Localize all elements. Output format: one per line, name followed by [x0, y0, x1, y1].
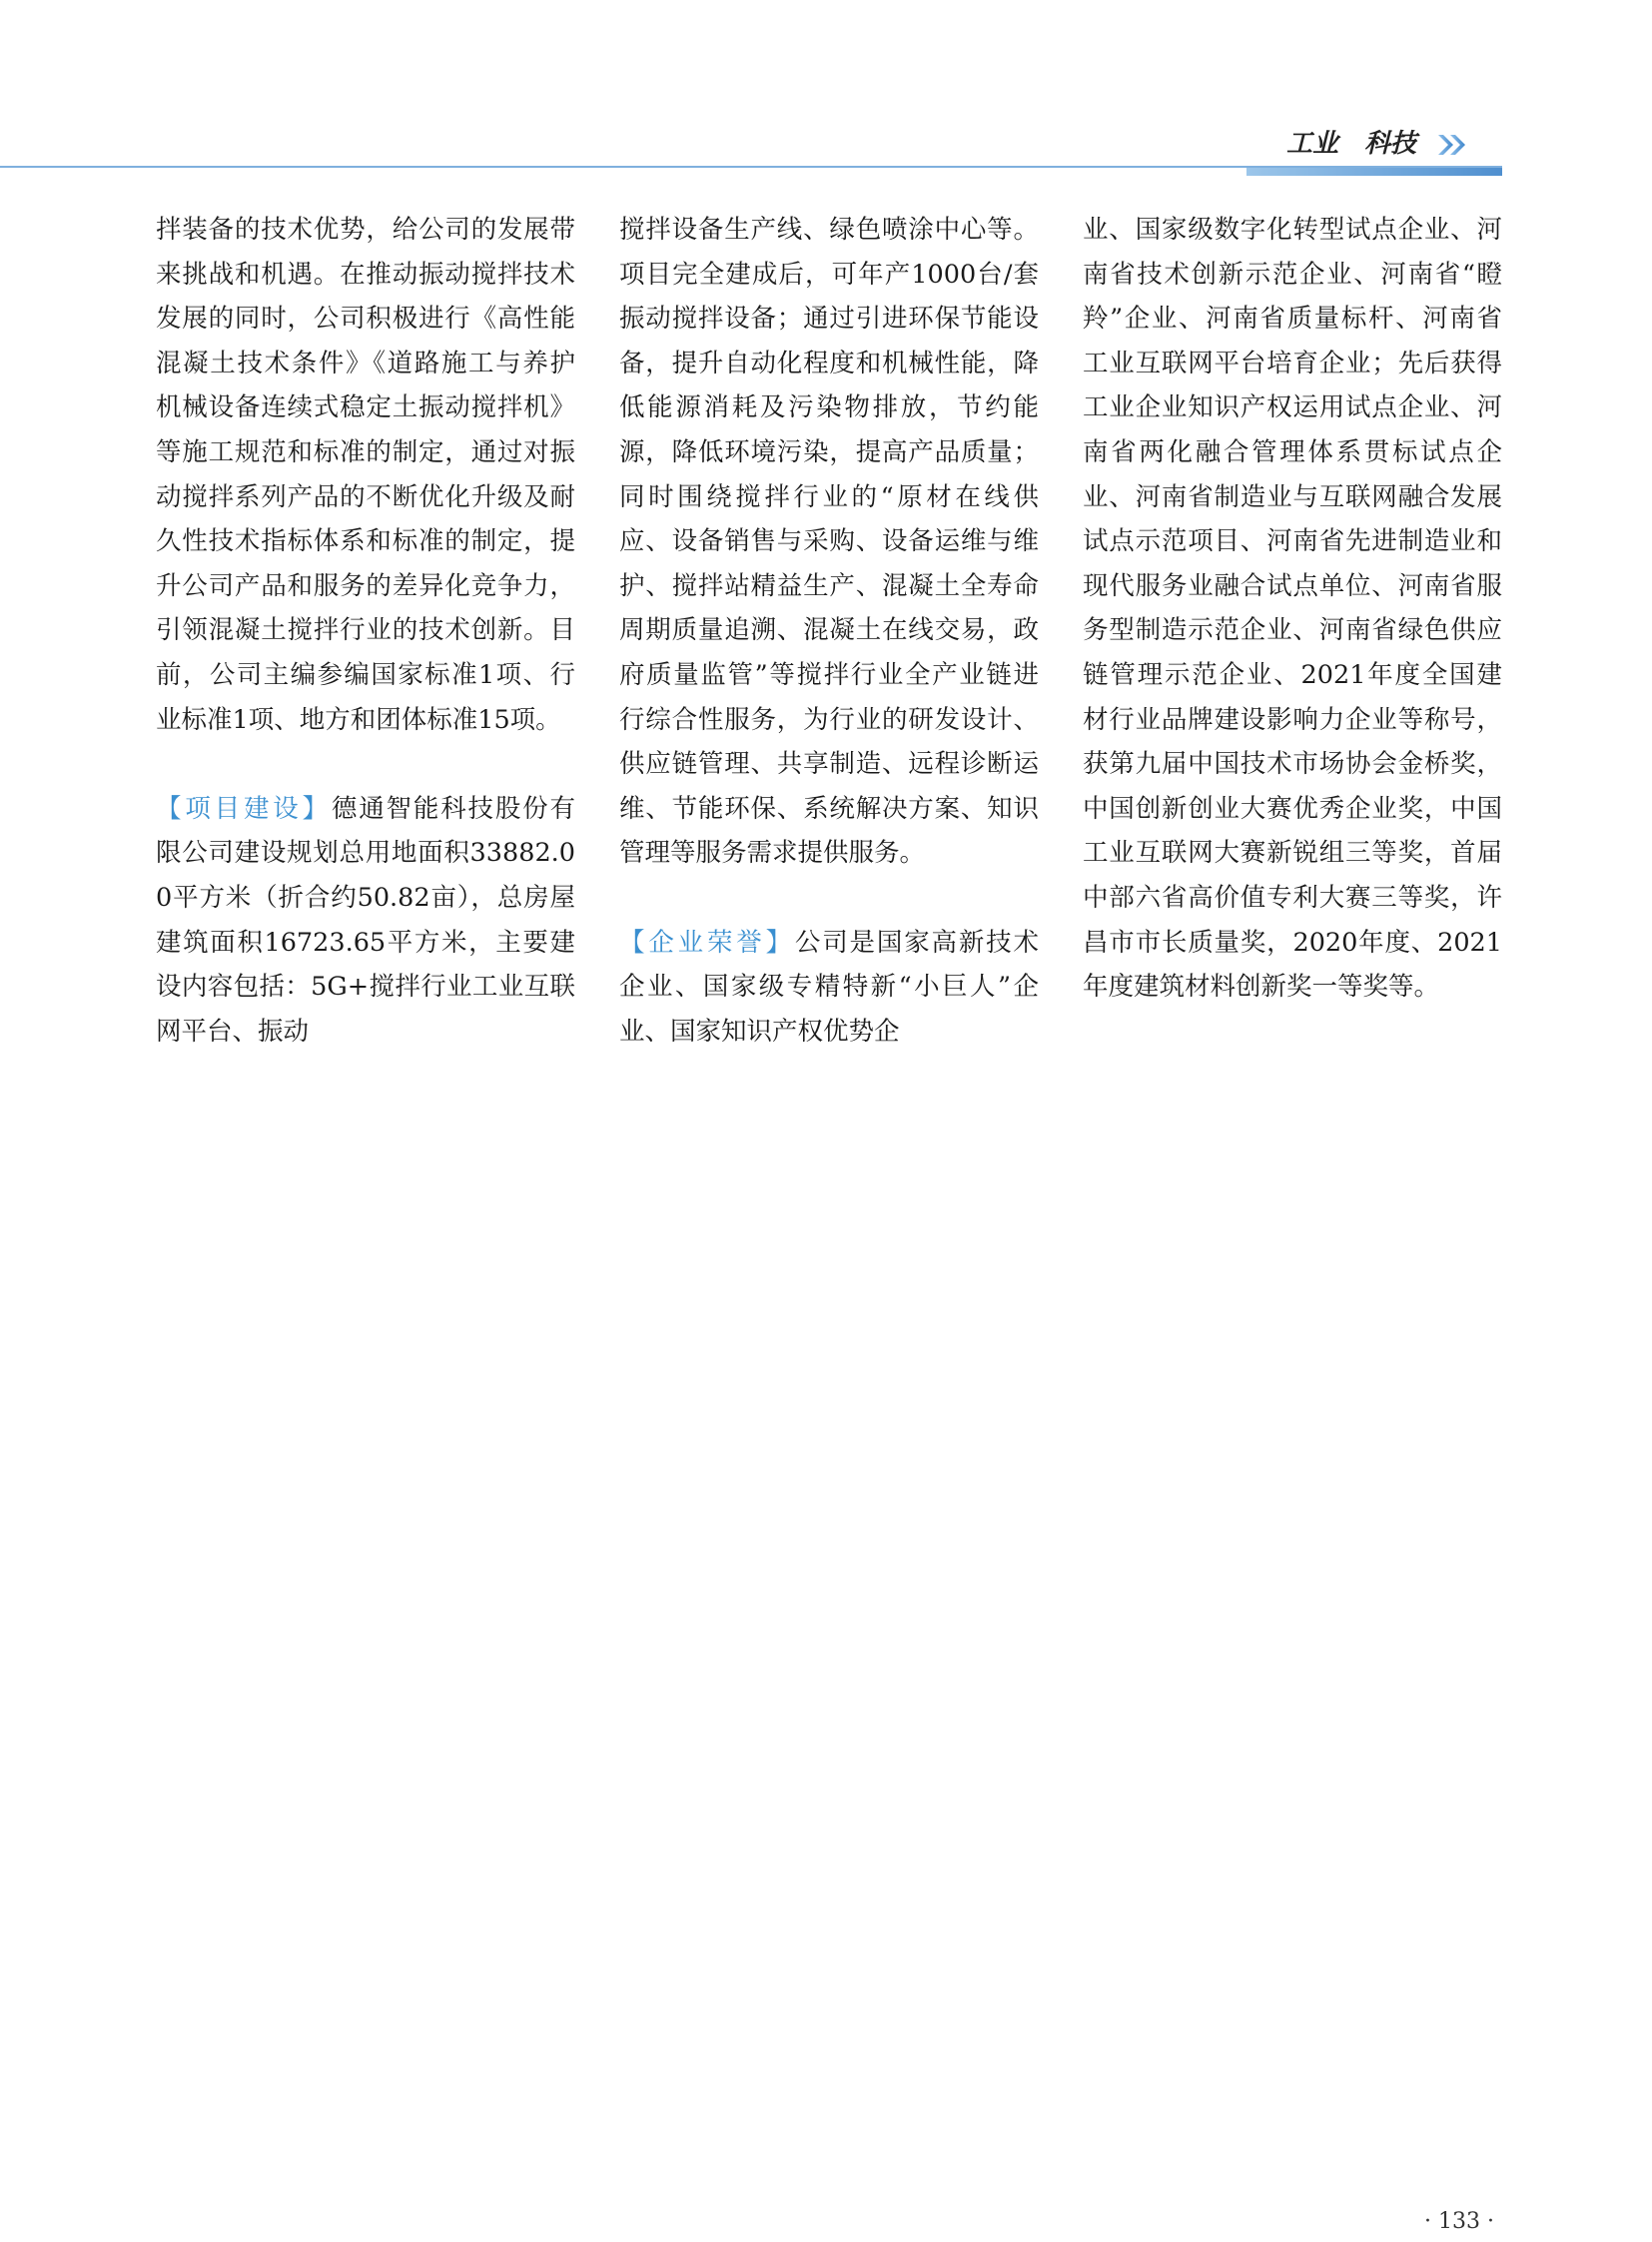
text-column-3: [1083, 208, 1502, 1010]
column-3-paragraph-1: 业、国家级数字化转型试点企业、河南省技术创新示范企业、河南省“瞪羚”企业、河南省质量标杆、河南省工业互联网平台培育企业；先后获得工业企业知识产权运用试点企业、河南省两化融合管理体系贯标试点企业、河南省制造业与互联网融合发展试点示范项目、河南省先进制造业和现代服务业融合试点单位、河南省服务型制造示范企业、河南省绿色供应链管理示范企业、2021年度全国建材行业品牌建设影响力企业等称号，获第九届中国技术市场协会金桥奖，中国创新创业大赛优秀企业奖，中国工业互联网大赛新锐组三等奖，首届中部六省高价值专利大赛三等奖，许昌市市长质量奖，2020年度、2021年度建筑材料创新奖一等奖等。: [1083, 215, 1502, 1003]
column-1-paragraph-2: [156, 787, 575, 1055]
chevron-double-right-icon: [1436, 133, 1468, 157]
project-construction-body: 德通智能科技股份有限公司建设规划总用地面积33882.00平方米（折合约50.82亩），总房屋建筑面积16723.65平方米，主要建设内容包括：5G+搅拌行业工业互联网平台、振动: [156, 793, 575, 1047]
text-column-2: [619, 208, 1039, 1054]
enterprise-honors-heading: 【企业荣誉】: [619, 927, 795, 958]
page-number: · 133 ·: [1424, 2209, 1494, 2234]
column-1-paragraph-1: 拌装备的技术优势，给公司的发展带来挑战和机遇。在推动振动搅拌技术发展的同时，公司积极进行《高性能混凝土技术条件》《道路施工与养护机械设备连续式稳定土振动搅拌机》等施工规范和标准的制定，通过对振动搅拌系列产品的不断优化升级及耐久性技术指标体系和标准的制定，提升公司产品和服务的差异化竞争力，引领混凝土搅拌行业的技术创新。目前，公司主编参编国家标准1项、行业标准1项、地方和团体标准15项。: [156, 215, 575, 735]
enterprise-honors-body: 公司是国家高新技术企业、国家级专精特新“小巨人”企业、国家知识产权优势企: [619, 927, 1039, 1047]
section-title: [1286, 124, 1416, 164]
column-2-paragraph-2: [619, 921, 1039, 1055]
section-title-word-2: 科技: [1364, 129, 1417, 159]
section-title-word-1: 工业: [1286, 129, 1339, 159]
project-construction-heading: 【项目建设】: [156, 793, 332, 824]
column-2-paragraph-1: 搅拌设备生产线、绿色喷涂中心等。项目完全建成后，可年产1000台/套振动搅拌设备；通过引进环保节能设备，提升自动化程度和机械性能，降低能源消耗及污染物排放，节约能源，降低环境污染，提高产品质量；同时围绕搅拌行业的“原材在线供应、设备销售与采购、设备运维与维护、搅拌站精益生产、混凝土全寿命周期质量追溯、混凝土在线交易，政府质量监管”等搅拌行业全产业链进行综合性服务，为行业的研发设计、供应链管理、共享制造、远程诊断运维、节能环保、系统解决方案、知识管理等服务需求提供服务。: [619, 215, 1039, 869]
header-accent-band: [1246, 168, 1502, 176]
text-column-1: [156, 208, 575, 1054]
